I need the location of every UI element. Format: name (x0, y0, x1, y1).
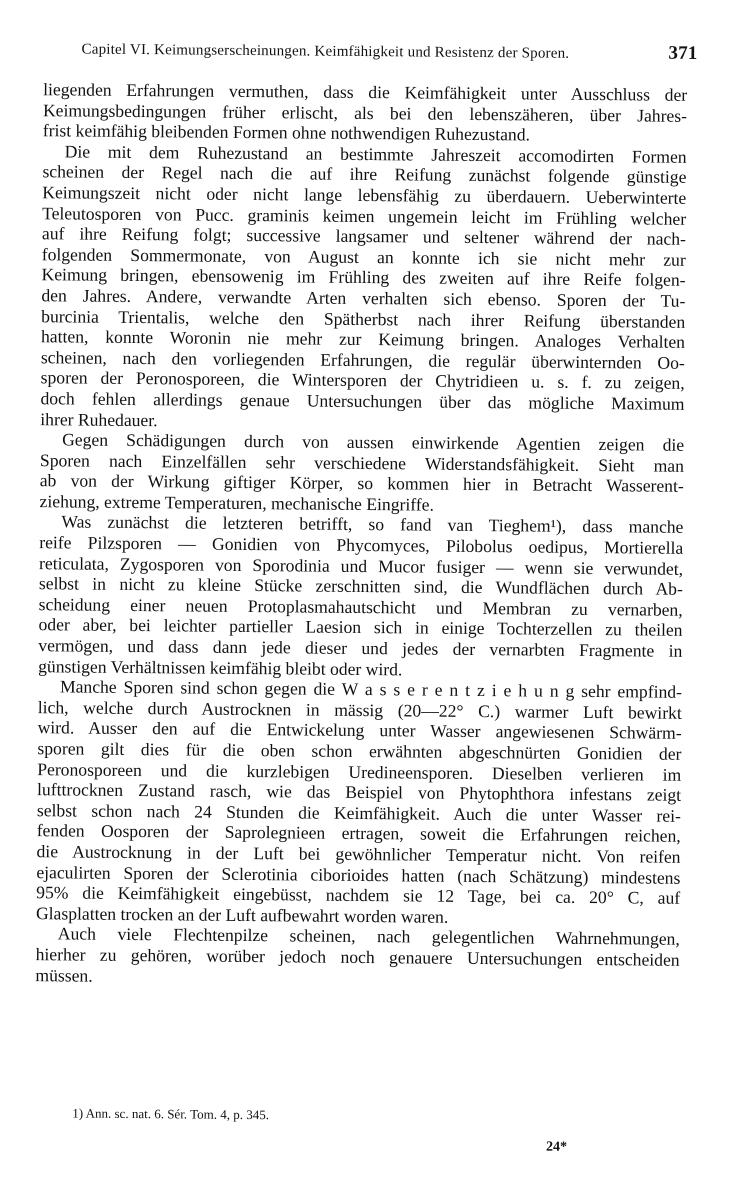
text-line: Gegen Schädigungen durch von aussen einwirkende Agentien zeigen die (62, 429, 685, 455)
paragraph (38, 512, 683, 682)
footnote: 1) Ann. sc. nat. 6. Sér. Tom. 4, p. 345. (72, 1105, 270, 1123)
text-line: liegenden Erfahrungen vermuthen, dass die Keimfähigkeit unter Ausschluss der (43, 79, 688, 105)
paragraph (36, 676, 682, 929)
text-line: müssen. (35, 964, 93, 986)
signature-mark: 24* (545, 1139, 568, 1155)
text-line: günstigen Verhältnissen keimfähig bleibt oder wird. (38, 655, 403, 679)
text-line: burcinia Trientalis, welche den Spätherbst nach ihrer Reifung überstanden (41, 305, 686, 332)
running-header (81, 42, 697, 64)
text-line: Peronosporeen und die kurzlebigen Uredineensporen. Dieselben verlieren im (37, 758, 682, 785)
text-line: folgenden Sommermonate, von August an konnte ich sie nicht mehr zur (41, 243, 686, 270)
page-number: 371 (668, 42, 698, 64)
text-line: Manche Sporen sind schon gegen die W a s s e r e n t z i e h u n g sehr empfind- (59, 676, 683, 703)
text-line: fenden Oosporen der Saprolegnieen ertragen, soweit die Erfahrungen reichen, (36, 820, 681, 847)
text-line: reife Pilzsporen — Gonidien von Phycomyces, Pilobolus oedipus, Mortierella (39, 532, 684, 558)
text-line: lufttrocknen Zustand rasch, wie das Beispiel von Phytophthora infestans zeigt (37, 779, 682, 805)
text-line: ab von der Wirkung giftiger Körper, so kommen hier in Betracht Wasserent- (39, 470, 684, 497)
text-line: Die mit dem Ruhezustand an bestimmte Jahreszeit accomodirten Formen (64, 141, 687, 167)
text-line: sporen gilt dies für die oben schon erwähnten abgeschnürten Gonidien der (37, 738, 682, 764)
text-line: scheidung einer neuen Protoplasmahautschicht und Membran zu vernarben, (38, 594, 683, 620)
text-line: ihrer Ruhedauer. (40, 408, 158, 430)
text-line: ziehung, extreme Temperaturen, mechanische Eingriffe. (39, 491, 434, 515)
text-line: 95% die Keimfähigkeit eingebüsst, nachdem sie 12 Tage, bei ca. 20° C, auf (36, 882, 681, 908)
text-line: ejaculirten Sporen der Sclerotinia ciborioides hatten (nach Schätzung) mindestens (36, 861, 681, 888)
body-text (35, 79, 687, 991)
text-line: vermögen, und dass dann jede dieser und jedes der vernarbten Fragmente in (38, 635, 683, 661)
paragraph (40, 141, 686, 435)
text-line: reticulata, Zygosporen von Sporodinia und Mucor fusiger — wenn sie verwundet, (38, 552, 684, 579)
paragraph (35, 924, 680, 991)
text-line: doch fehlen allerdings genaue Untersuchungen über das mögliche Maximum (40, 388, 685, 414)
text-line: wird. Ausser den auf die Entwickelung unter Wasser angewiesenen Schwärm- (37, 717, 682, 744)
text-line: hatten, konnte Woronin nie mehr zur Keimung bringen. Analoges Verhalten (40, 326, 686, 352)
text-line: Was zunächst die letzteren betrifft, so fand van Tieghem¹), dass manche (61, 511, 684, 538)
text-line: Keimungsbedingungen früher erlischt, als bei den lebenszäheren, über Jahres- (42, 99, 688, 126)
text-line: Keimungszeit nicht oder nicht lange lebensfähig zu überdauern. Ueberwinterte (42, 182, 687, 208)
text-line: scheinen, nach den vorliegenden Erfahrungen, die regulär überwinternden Oo- (40, 346, 685, 373)
text-line: Teleutosporen von Pucc. graminis keimen ungemein leicht im Frühling welcher (42, 202, 687, 229)
text-line: auf ihre Reifung folgt; successive langsamer und seltener während der nach- (41, 223, 687, 249)
text-line: Sporen nach Einzelfällen sehr verschiedene Widerstandsfähigkeit. Sieht man (39, 449, 685, 476)
text-line: selbst schon nach 24 Stunden die Keimfähigkeit. Auch die unter Wasser rei- (36, 799, 681, 826)
text-line: die Austrocknung in der Luft bei gewöhnlicher Temperatur nicht. Von reifen (36, 841, 681, 867)
text-line: den Jahres. Andere, verwandte Arten verhalten sich ebenso. Sporen der Tu- (41, 285, 686, 311)
text-line: scheinen der Regel nach die auf ihre Reifung zunächst folgende günstige (42, 161, 687, 188)
paragraph (40, 429, 685, 517)
text-line: Glasplatten trocken an der Luft aufbewahrt worden waren. (35, 902, 449, 927)
text-line: selbst in nicht zu kleine Stücke zerschnitten sind, die Wundflächen durch Ab- (38, 573, 683, 600)
text-line: frist keimfähig bleibenden Formen ohne nothwendigen Ruhezustand. (42, 120, 531, 145)
text-line: oder aber, bei leichter partieller Laesion sich in einige Tochterzellen zu theilen (38, 614, 683, 641)
text-line: sporen der Peronosporeen, die Wintersporen der Chytridieen u. s. f. zu zeigen, (40, 367, 685, 394)
paragraph (43, 79, 688, 146)
text-line: hierher zu gehören, worüber jedoch noch genauere Untersuchungen entscheiden (35, 944, 680, 970)
text-line: lich, welche durch Austrocknen in mässig (20—22° C.) warmer Luft bewirkt (37, 696, 682, 723)
running-title: Capitel VI. Keimungserscheinungen. Keimfähigkeit und Resistenz der Sporen. (81, 41, 570, 62)
text-line: Keimung bringen, ebensowenig im Frühling des zweiten auf ihre Reife folgen- (41, 264, 686, 291)
text-line: Auch viele Flechtenpilze scheinen, nach gelegentlichen Wahrnehmungen, (57, 923, 680, 950)
